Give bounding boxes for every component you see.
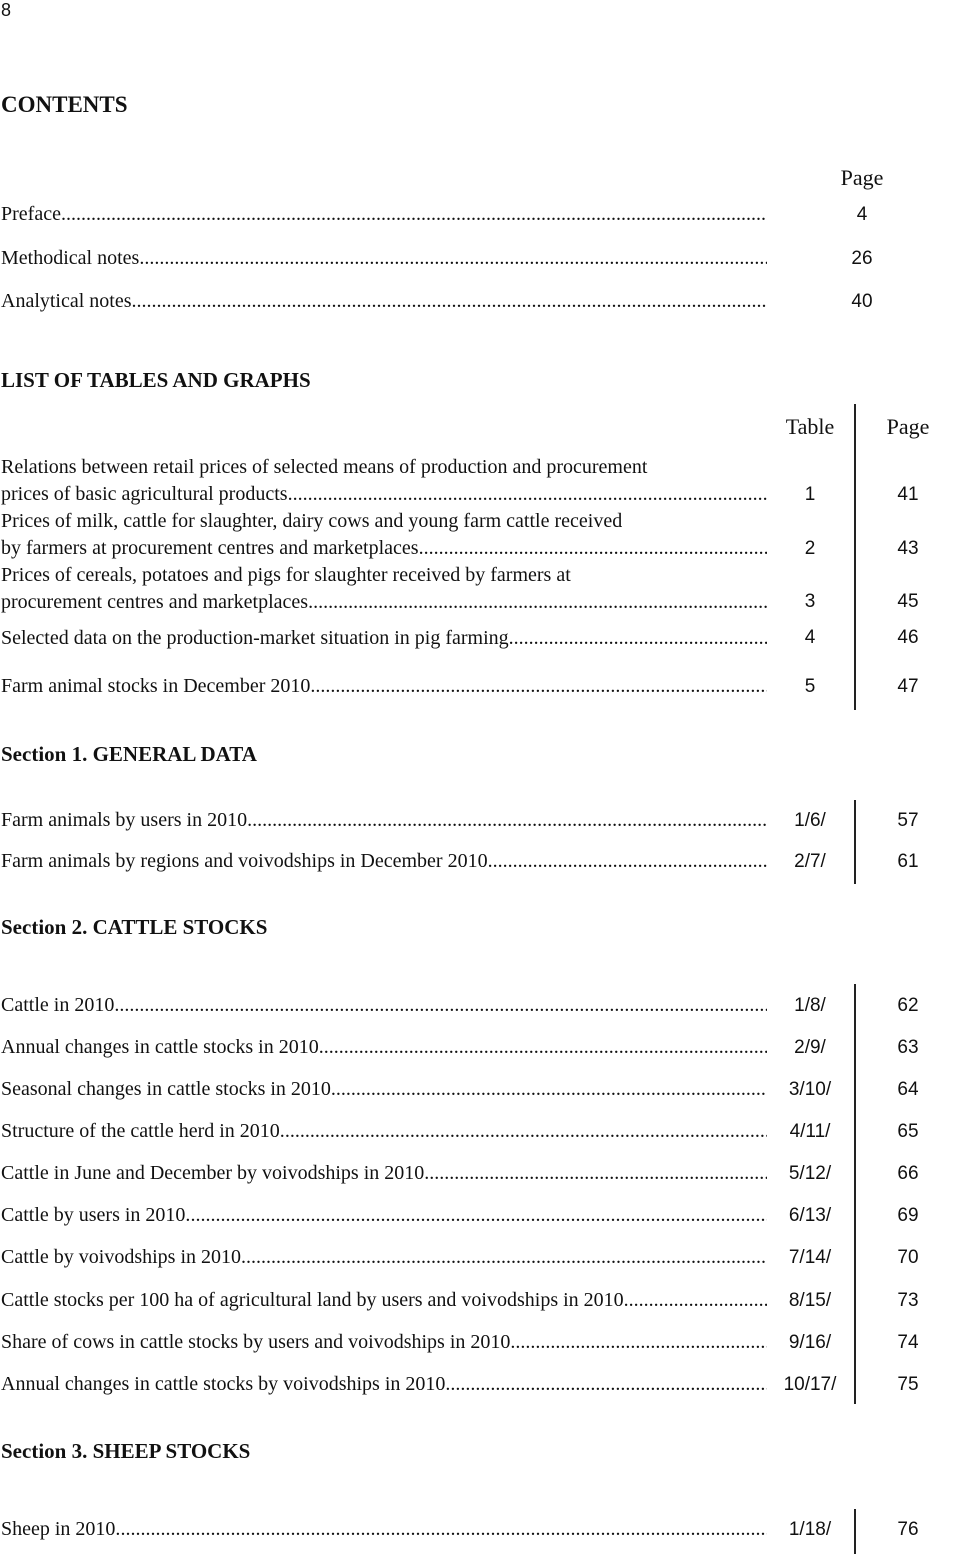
list-item-label: Seasonal changes in cattle stocks in 2010. [1,1078,336,1100]
section2-heading: Section 2. CATTLE STOCKS [1,915,268,939]
list-item-page: 46 [897,627,919,648]
list-item-label-line1: Relations between retail prices of selected means of production and procurement [1,456,648,478]
list-item-table: 4/11/ [789,1121,831,1142]
table-column-header: Table [785,414,835,439]
column-divider [854,800,856,884]
contents-item-label: Analytical notes [1,290,132,312]
list-item-table: 1/8/ [794,995,826,1016]
column-divider [854,404,856,710]
list-item[interactable] [1,1034,767,1061]
list-item-table: 3/10/ [788,1079,832,1100]
list-tables-heading: LIST OF TABLES AND GRAPHS [1,368,311,392]
list-item[interactable] [1,625,767,652]
list-item-label: Annual changes in cattle stocks in 2010 [1,1036,319,1058]
list-item-table: 10/17/ [783,1374,837,1395]
list-item-page: 66 [897,1163,919,1184]
list-item-table: 6/13/ [788,1205,832,1226]
contents-item-label: Methodical notes [1,247,140,269]
list-item-label: Selected data on the production-market situation in pig farming [1,627,509,649]
list-item-table: 2/9/ [794,1037,826,1058]
list-item-table: 4 [804,627,816,648]
list-item[interactable] [1,992,767,1019]
list-item[interactable] [1,1076,767,1103]
contents-item-page: 4 [856,204,868,225]
list-item-table: 3 [804,591,816,612]
list-item[interactable] [1,1371,767,1398]
contents-item-methodical-notes[interactable] [1,245,767,272]
contents-item-analytical-notes[interactable] [1,288,767,315]
list-item-table: 8/15/ [788,1290,832,1311]
list-item-table: 5 [804,676,816,697]
page-column-header: Page [886,414,930,439]
list-item-page: 69 [897,1205,919,1226]
contents-item-page: 40 [851,291,873,312]
contents-item-page: 26 [851,248,873,269]
list-item-table: 2/7/ [794,851,826,872]
list-item-label: Farm animals by regions and voivodships in December 2010 [1,850,488,872]
list-item-label: Structure of the cattle herd in 2010. [1,1120,285,1142]
contents-item-label: Preface [1,203,61,225]
list-item-table: 7/14/ [788,1247,832,1268]
list-item-label: Farm animal stocks in December 2010 [1,675,311,697]
list-item-label: Annual changes in cattle stocks by voivodships in 2010. [1,1373,451,1395]
list-item-label: Cattle in June and December by voivodships in 2010. [1,1162,430,1184]
list-item[interactable] [1,848,767,875]
list-item-label-line2: procurement centres and marketplaces [1,591,309,613]
list-item-table: 2 [804,538,816,559]
list-item-table: 5/12/ [788,1163,832,1184]
list-item[interactable] [1,1160,767,1187]
list-item[interactable] [1,1202,767,1229]
page-number: 8 [1,0,12,20]
list-item-page: 64 [897,1079,919,1100]
list-item[interactable] [1,508,767,562]
list-item-page: 45 [897,591,919,612]
list-item-label: Cattle by voivodships in 2010. [1,1246,246,1268]
list-item-page: 70 [897,1247,919,1268]
list-item[interactable] [1,1118,767,1145]
list-item-page: 61 [897,851,919,872]
list-item[interactable] [1,1516,767,1543]
list-item[interactable] [1,1287,767,1314]
list-item[interactable] [1,562,767,616]
list-item-page: 75 [897,1374,919,1395]
list-item-table: 1/6/ [794,810,826,831]
column-divider [854,984,856,1404]
list-item[interactable] [1,807,767,834]
list-item-table: 9/16/ [788,1332,832,1353]
list-item[interactable] [1,1244,767,1271]
contents-heading: CONTENTS [1,92,128,117]
list-item-page: 41 [897,484,919,505]
list-item-page: 63 [897,1037,919,1058]
section3-heading: Section 3. SHEEP STOCKS [1,1439,251,1463]
list-item[interactable] [1,673,767,700]
contents-page-column-header: Page [840,165,884,190]
list-item-page: 76 [897,1519,919,1540]
list-item-label-line1: Prices of milk, cattle for slaughter, dairy cows and young farm cattle received [1,510,623,532]
column-divider [854,1509,856,1554]
list-item-page: 62 [897,995,919,1016]
list-item-label: Cattle in 2010. [1,994,120,1016]
list-item[interactable] [1,1329,767,1356]
list-item-label: Sheep in 2010. [1,1518,121,1540]
list-item-table: 1/18/ [788,1519,832,1540]
list-item-page: 57 [897,810,919,831]
list-item-label: Farm animals by users in 2010. [1,809,253,831]
list-item-page: 65 [897,1121,919,1142]
list-item-page: 47 [897,676,919,697]
list-item-label-line2: by farmers at procurement centres and marketplaces [1,537,419,559]
section1-heading: Section 1. GENERAL DATA [1,742,257,766]
list-item-label-line2: prices of basic agricultural products [1,483,288,505]
list-item-page: 74 [897,1332,919,1353]
list-item-page: 73 [897,1290,919,1311]
list-item-page: 43 [897,538,919,559]
list-item-label: Cattle by users in 2010. [1,1204,191,1226]
list-item-label: Share of cows in cattle stocks by users and voivodships in 2010. [1,1331,516,1353]
list-item-table: 1 [804,484,816,505]
list-item[interactable] [1,454,767,508]
list-item-label: Cattle stocks per 100 ha of agricultural land by users and voivodships in 2010. [1,1289,629,1311]
contents-item-preface[interactable] [1,201,767,228]
list-item-label-line1: Prices of cereals, potatoes and pigs for slaughter received by farmers at [1,564,571,586]
